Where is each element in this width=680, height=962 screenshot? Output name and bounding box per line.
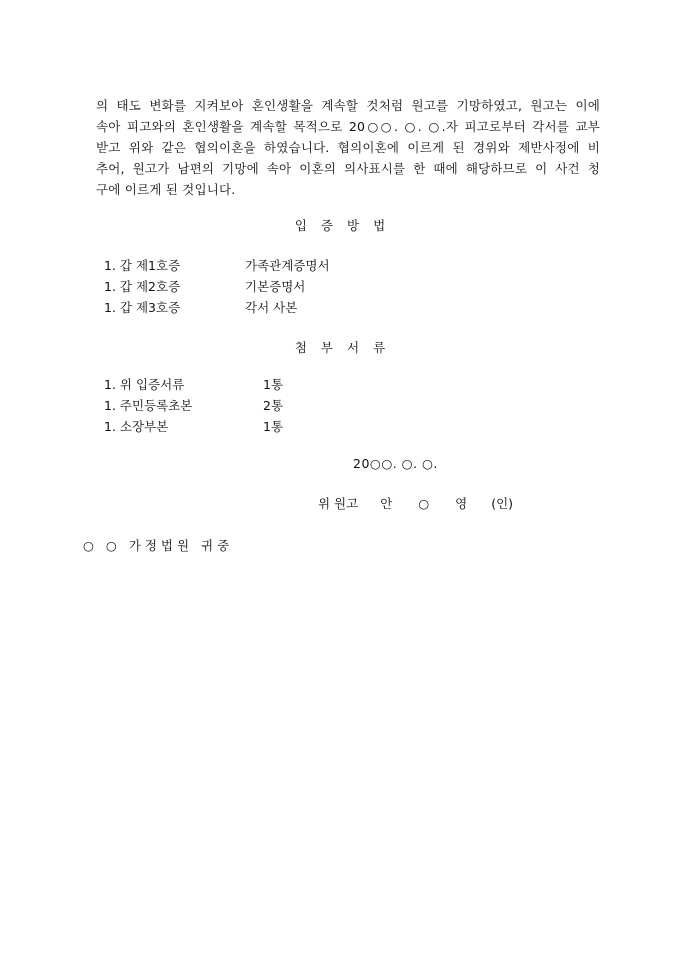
- item-number: 1.: [104, 398, 116, 413]
- item-label: 소장부본: [119, 419, 169, 434]
- signer-prefix: 위 원고: [318, 496, 359, 511]
- signer-name-part: 영: [455, 496, 468, 511]
- item-number: 1.: [104, 300, 116, 315]
- item-count: 1통: [263, 419, 284, 434]
- body-paragraph: [96, 95, 600, 200]
- item-number: 1.: [104, 377, 116, 392]
- item-description: 가족관계증명서: [245, 258, 330, 273]
- attachments-heading: 첨부서류: [294, 340, 400, 355]
- signer-line: [318, 494, 513, 512]
- item-label: 주민등록초본: [119, 398, 193, 413]
- item-count: 1통: [263, 377, 284, 392]
- paragraph-line: 의 태도 변화를 지켜보아 혼인생활을 계속할 것처럼 원고를 기망하였고, 원고는 이에: [96, 98, 600, 113]
- paragraph-line: 구에 이르게 된 것입니다.: [96, 182, 236, 197]
- signer-name-part: ○: [418, 496, 430, 511]
- item-description: 각서 사본: [245, 300, 298, 315]
- attachments-list: [104, 374, 284, 437]
- item-description: 기본증명서: [245, 279, 306, 294]
- filing-date: 20○○. ○. ○.: [353, 456, 438, 471]
- item-label: 갑 제1호증: [119, 258, 181, 273]
- evidence-item: [104, 255, 330, 276]
- attachment-item: [104, 416, 284, 437]
- court-addressee: ○ ○ 가정법원 귀중: [83, 538, 234, 553]
- signer-name-part: 안: [380, 496, 393, 511]
- paragraph-line: 추어, 원고가 남편의 기망에 속아 이혼의 의사표시를 한 때에 해당하므로 이 사건 청: [96, 161, 600, 176]
- item-number: 1.: [104, 258, 116, 273]
- evidence-item: [104, 276, 306, 297]
- item-label: 위 입증서류: [119, 377, 185, 392]
- evidence-heading: 입증방법: [294, 218, 400, 233]
- paragraph-line: 받고 위와 같은 협의이혼을 하였습니다. 협의이혼에 이르게 된 경위와 제반사정에 비: [96, 140, 600, 155]
- attachment-item: [104, 395, 284, 416]
- item-number: 1.: [104, 419, 116, 434]
- item-count: 2통: [263, 398, 284, 413]
- paragraph-line: 속아 피고와의 혼인생활을 계속할 목적으로 20○○. ○. ○.자 피고로부터 각서를 교부: [96, 119, 600, 134]
- seal-mark: (인): [491, 496, 514, 511]
- item-number: 1.: [104, 279, 116, 294]
- item-label: 갑 제2호증: [119, 279, 181, 294]
- item-label: 갑 제3호증: [119, 300, 181, 315]
- evidence-item: [104, 297, 298, 318]
- attachment-item: [104, 374, 284, 395]
- evidence-list: [104, 255, 330, 318]
